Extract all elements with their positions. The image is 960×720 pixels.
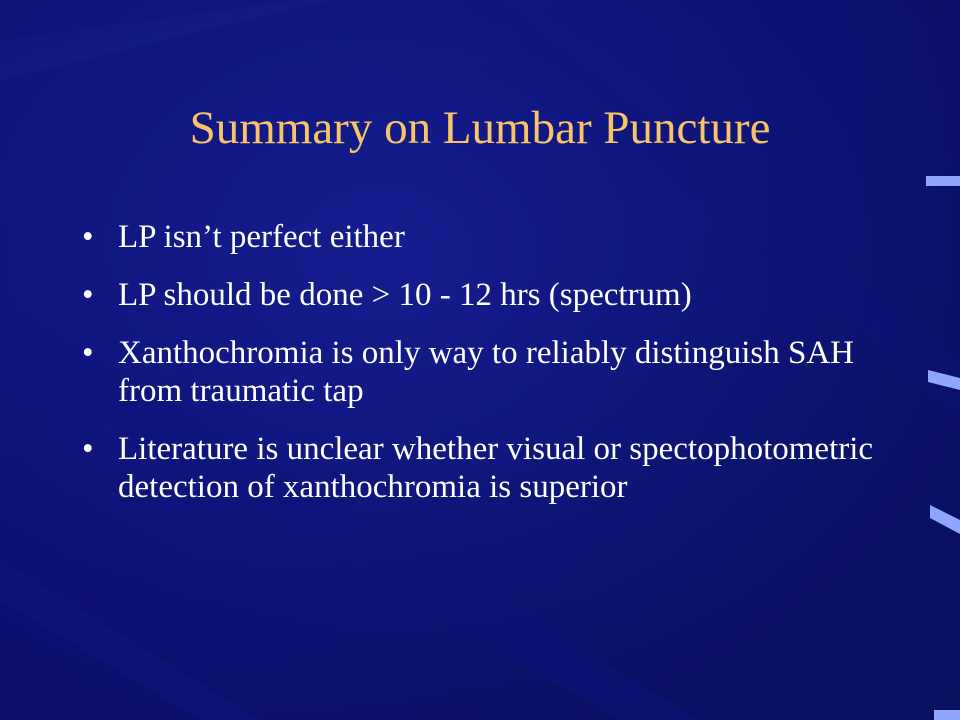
background-streak	[0, 560, 260, 720]
bullet-item	[80, 334, 880, 410]
bullet-text: Literature is unclear whether visual or spectophotometric detection of xanthochromia is superior	[118, 431, 874, 505]
bullet-text: Xanthochromia is only way to reliably distinguish SAH from traumatic tap	[118, 335, 855, 409]
bullet-text: LP should be done > 10 - 12 hrs (spectrum)	[118, 277, 692, 313]
bullet-list	[80, 218, 880, 526]
bullet-dot: •	[82, 431, 94, 467]
bullet-dot: •	[82, 335, 94, 371]
bullet-dot: •	[82, 219, 94, 255]
accent-streak	[934, 710, 960, 720]
bullet-item	[80, 276, 880, 314]
accent-streak	[930, 505, 960, 534]
bullet-text: LP isn’t perfect either	[118, 219, 405, 255]
slide-title: Summary on Lumbar Puncture	[189, 102, 771, 154]
bullet-item	[80, 430, 880, 506]
accent-streak	[926, 176, 960, 186]
background-streak	[0, 0, 330, 80]
bullet-dot: •	[82, 277, 94, 313]
bullet-item	[80, 218, 880, 256]
